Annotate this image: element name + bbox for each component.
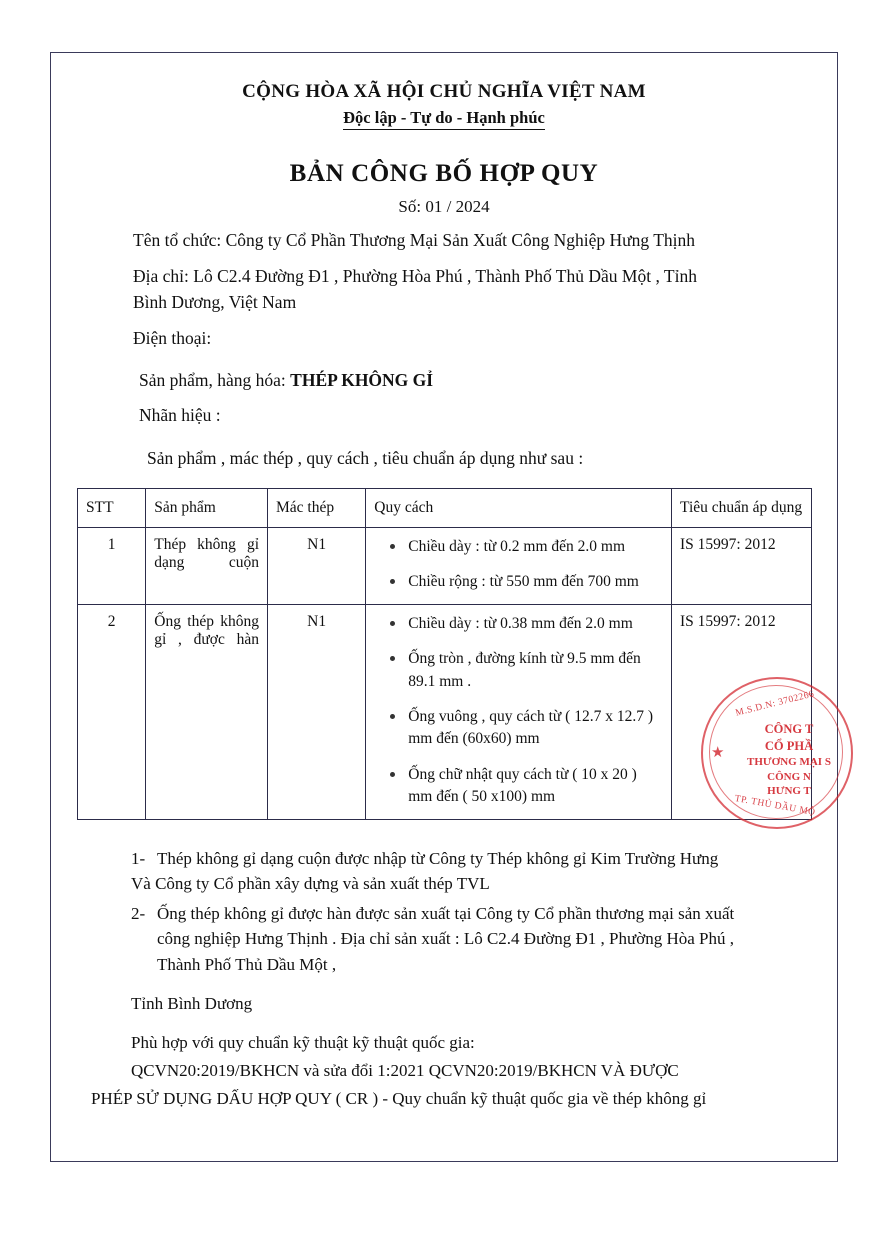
- table-row: [78, 604, 812, 819]
- national-header: [77, 81, 811, 217]
- spec-list: [374, 613, 663, 809]
- document-title: BẢN CÔNG BỐ HỢP QUY: [289, 160, 599, 187]
- stamp-core-line-3: THƯƠNG MẠI S: [747, 755, 831, 768]
- column-header-spec: Quy cách: [366, 488, 672, 527]
- closing-section: [77, 991, 811, 1111]
- conformity-line: Phù hợp với quy chuẩn kỹ thuật kỹ thuật quốc gia:: [131, 1032, 475, 1052]
- stamp-core-line-4: CÔNG N: [767, 770, 811, 783]
- column-header-product: Sản phẩm: [146, 488, 268, 527]
- brand-line: Nhãn hiệu :: [139, 404, 221, 425]
- notes-section: [77, 846, 811, 978]
- org-address-value-2: Bình Dương, Việt Nam: [133, 291, 297, 312]
- specification-table: [77, 488, 812, 820]
- province-line: Tỉnh Bình Dương: [131, 994, 253, 1014]
- document-number: Số: 01 / 2024: [398, 197, 490, 216]
- spec-item: Chiều dày : từ 0.2 mm đến 2.0 mm: [408, 536, 663, 558]
- stamp-arc-top: M.S.D.N: 3702266: [734, 689, 816, 719]
- spec-item: Ống chữ nhật quy cách từ ( 10 x 20 ) mm đến ( 50 x100) mm: [408, 764, 663, 809]
- note-number: 1-: [131, 848, 146, 868]
- org-address-label: Địa chỉ:: [133, 266, 194, 287]
- cell-spec: [366, 604, 672, 819]
- cell-stt: 1: [78, 527, 146, 604]
- star-icon: ★: [711, 745, 725, 761]
- stamp-core-line-2: CỔ PHẦ: [764, 738, 814, 753]
- document-page: [50, 52, 838, 1162]
- national-motto: Độc lập - Tự do - Hạnh phúc: [343, 108, 545, 130]
- spec-item: Chiều rộng : từ 550 mm đến 700 mm: [408, 571, 663, 593]
- spec-list: [374, 536, 663, 594]
- spec-item: Chiều dày : từ 0.38 mm đến 2.0 mm: [408, 613, 663, 635]
- cell-grade: N1: [268, 604, 366, 819]
- cell-product: Ống thép không gỉ , được hàn: [146, 604, 268, 819]
- cell-standard: IS 15997: 2012: [672, 527, 812, 604]
- stamp-core-line-1: CÔNG T: [764, 722, 814, 736]
- cell-product: Thép không gỉ dạng cuộn: [146, 527, 268, 604]
- column-header-stt: STT: [78, 488, 146, 527]
- note-2-continuation-1: công nghiệp Hưng Thịnh . Địa chỉ sản xuất : Lô C2.4 Đường Đ1 , Phường Hòa Phú ,: [157, 929, 734, 949]
- spec-intro: Sản phẩm , mác thép , quy cách , tiêu chuẩn áp dụng như sau :: [147, 448, 584, 469]
- note-1: [77, 846, 811, 872]
- org-address-value: Lô C2.4 Đường Đ1 , Phường Hòa Phú , Thành Phố Thủ Dầu Một , Tỉnh: [193, 266, 697, 287]
- column-header-grade: Mác thép: [268, 488, 366, 527]
- note-2: [77, 901, 811, 927]
- org-phone-line: Điện thoại:: [133, 328, 212, 349]
- org-name-value: Công ty Cổ Phần Thương Mại Sản Xuất Công Nghiệp Hưng Thịnh: [225, 230, 696, 250]
- document-body: [51, 53, 837, 1111]
- note-number: 2-: [131, 903, 146, 923]
- table-header-row: [78, 488, 812, 527]
- org-name-label: Tên tổ chức:: [133, 230, 226, 250]
- standard-line-2: PHÉP SỬ DỤNG DẤU HỢP QUY ( CR ) - Quy chuẩn kỹ thuật quốc gia về thép không gỉ: [91, 1088, 707, 1108]
- note-1-continuation: Và Công ty Cổ phần xây dựng và sản xuất thép TVL: [131, 874, 490, 894]
- note-text: Ống thép không gỉ được hàn được sản xuất tại Công ty Cổ phần thương mại sản xuất: [157, 903, 735, 923]
- product-label: Sản phẩm, hàng hóa:: [139, 369, 291, 390]
- cell-grade: N1: [268, 527, 366, 604]
- note-text: Thép không gỉ dạng cuộn được nhập từ Công ty Thép không gỉ Kim Trường Hưng: [157, 848, 719, 868]
- org-address-line: [77, 264, 811, 315]
- spec-item: Ống vuông , quy cách từ ( 12.7 x 12.7 ) mm đến (60x60) mm: [408, 706, 663, 751]
- cell-spec: [366, 527, 672, 604]
- product-line: [77, 368, 811, 393]
- product-value: THÉP KHÔNG GỈ: [290, 369, 434, 390]
- stamp-core-line-5: HƯNG T: [767, 785, 811, 798]
- national-title: CỘNG HÒA XÃ HỘI CHỦ NGHĨA VIỆT NAM: [242, 81, 646, 102]
- cell-stt: 2: [78, 604, 146, 819]
- spec-item: Ống tròn , đường kính từ 9.5 mm đến 89.1 mm .: [408, 648, 663, 693]
- table-row: [78, 527, 812, 604]
- org-name-line: [77, 228, 811, 253]
- cell-standard: IS 15997: 2012: [672, 604, 812, 819]
- standard-line-1: QCVN20:2019/BKHCN và sửa đổi 1:2021 QCVN20:2019/BKHCN VÀ ĐƯỢC: [131, 1061, 679, 1081]
- stamp-arc-bottom: TP. THỦ DẦU MỘ: [733, 793, 817, 819]
- column-header-standard: Tiêu chuẩn áp dụng: [672, 488, 812, 527]
- note-2-continuation-2: Thành Phố Thủ Dầu Một ,: [157, 954, 337, 974]
